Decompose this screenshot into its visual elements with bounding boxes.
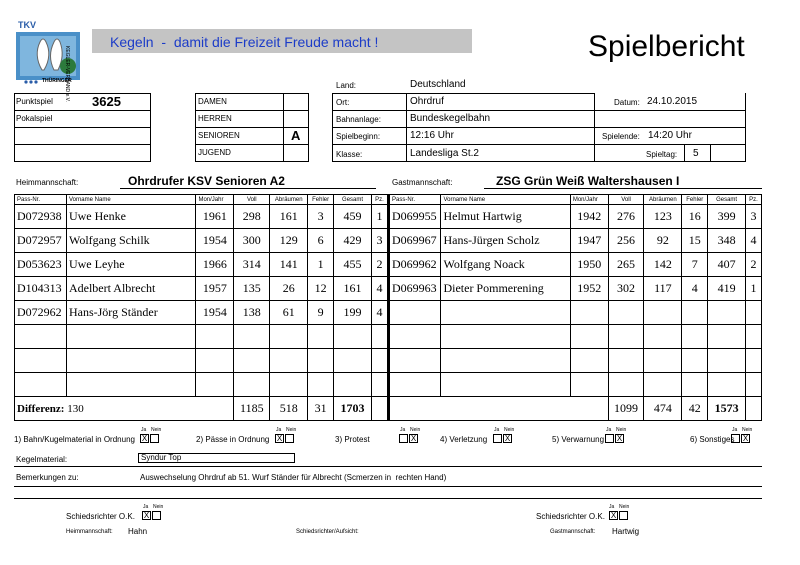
check-1-ja-label: Ja <box>141 427 147 433</box>
check-4-nein-checkbox[interactable]: X <box>504 434 511 443</box>
home-player-fehler: 6 <box>308 229 334 253</box>
check-3-nein-label: Nein <box>410 427 421 433</box>
home-player-row <box>15 205 388 229</box>
home-player-pass <box>15 373 67 397</box>
logo-abbr: TKV <box>18 20 36 30</box>
home-player-abr: 161 <box>270 205 308 229</box>
ort-value: Ohrdruf <box>410 96 444 107</box>
guest-player-fehler <box>682 301 708 325</box>
home-player-row <box>15 253 388 277</box>
heim-sign-name: Hahn <box>128 527 148 536</box>
guest-player-pz <box>746 373 762 397</box>
home-player-voll <box>234 373 270 397</box>
home-player-jahr: 1957 <box>196 277 234 301</box>
guest-player-pass <box>389 301 441 325</box>
guest-player-jahr <box>570 349 608 373</box>
guest-player-pz: 3 <box>746 205 762 229</box>
col-abr: Abräumen <box>270 195 308 205</box>
guest-player-pz: 1 <box>746 277 762 301</box>
col-pz: Pz. <box>746 195 762 205</box>
bahnanlage-value: Bundeskegelbahn <box>410 113 491 124</box>
guest-player-row <box>389 325 762 349</box>
home-player-name <box>66 325 196 349</box>
check-6-ja-checkbox[interactable] <box>731 434 740 443</box>
home-player-row <box>15 301 388 325</box>
home-player-voll: 298 <box>234 205 270 229</box>
guest-player-voll <box>608 349 644 373</box>
guest-player-name: Hans-Jürgen Scholz <box>441 229 570 253</box>
home-player-voll: 300 <box>234 229 270 253</box>
home-player-pz: 4 <box>371 277 387 301</box>
sr-home-ja: Ja <box>143 504 149 510</box>
home-player-pass: D104313 <box>15 277 67 301</box>
home-player-pass <box>15 349 67 373</box>
guest-player-voll <box>608 373 644 397</box>
guest-player-row <box>389 229 762 253</box>
gast-sign-name: Hartwig <box>612 527 640 536</box>
land-value: Deutschland <box>410 79 466 90</box>
guest-player-abr: 92 <box>644 229 682 253</box>
guest-player-voll: 302 <box>608 277 644 301</box>
guest-player-fehler: 4 <box>682 277 708 301</box>
guest-player-jahr <box>570 373 608 397</box>
home-player-pz: 1 <box>371 205 387 229</box>
col-voll: Voll <box>608 195 644 205</box>
spieltag-label: Spieltag: <box>646 150 678 159</box>
check-1-nein-checkbox[interactable] <box>150 434 159 443</box>
land-label: Land: <box>336 81 357 90</box>
home-player-pz <box>371 325 387 349</box>
guest-player-gesamt: 399 <box>708 205 746 229</box>
home-player-abr <box>270 373 308 397</box>
home-player-fehler: 12 <box>308 277 334 301</box>
check-3-ja-checkbox[interactable] <box>399 434 408 443</box>
check-4-nein-label: Nein <box>504 427 515 433</box>
guest-player-name <box>441 325 570 349</box>
sr-guest-nein: Nein <box>619 504 630 510</box>
guest-player-voll: 256 <box>608 229 644 253</box>
home-player-jahr <box>196 373 234 397</box>
guest-player-pz <box>746 325 762 349</box>
check-6-ja-label: Ja <box>732 427 738 433</box>
guest-total-abr: 474 <box>644 397 682 421</box>
home-player-voll: 314 <box>234 253 270 277</box>
col-pz: Pz. <box>371 195 387 205</box>
home-player-voll: 135 <box>234 277 270 301</box>
home-player-pass: D072957 <box>15 229 67 253</box>
guest-player-jahr: 1950 <box>570 253 608 277</box>
home-score-table <box>14 194 388 421</box>
home-player-pz <box>371 373 387 397</box>
logo-bottom-text: THÜRINGER <box>42 78 72 84</box>
col-abr: Abräumen <box>644 195 682 205</box>
home-total-voll: 1185 <box>234 397 270 421</box>
ort-label: Ort: <box>336 98 350 107</box>
guest-player-row <box>389 349 762 373</box>
sr-guest-ja-checkbox[interactable]: X <box>610 511 617 520</box>
home-player-name: Wolfgang Schilk <box>66 229 196 253</box>
home-player-gesamt <box>334 349 372 373</box>
guest-player-abr <box>644 301 682 325</box>
guest-team-name: ZSG Grün Weiß Waltershausen I <box>496 174 680 188</box>
home-player-gesamt <box>334 325 372 349</box>
home-player-pass: D072962 <box>15 301 67 325</box>
guest-player-jahr: 1942 <box>570 205 608 229</box>
home-player-row <box>15 277 388 301</box>
guest-player-row <box>389 277 762 301</box>
sr-guest-label: Schiedsrichter O.K. <box>536 512 605 521</box>
spielbeginn-value: 12:16 Uhr <box>410 130 454 141</box>
col-fehler: Fehler <box>682 195 708 205</box>
guest-player-name: Wolfgang Noack <box>441 253 570 277</box>
col-jahr: Mon/Jahr <box>196 195 234 205</box>
home-player-jahr <box>196 349 234 373</box>
check-2-nein-label: Nein <box>286 427 297 433</box>
guest-player-pass <box>389 325 441 349</box>
home-player-row <box>15 373 388 397</box>
page-title: Spielbericht <box>588 30 745 63</box>
col-name: Vorname Name <box>441 195 570 205</box>
sr-guest-nein-checkbox[interactable] <box>619 511 628 520</box>
check-label-3: 3) Protest <box>335 435 370 444</box>
guest-player-name: Dieter Pommerening <box>441 277 570 301</box>
home-player-pz: 3 <box>371 229 387 253</box>
home-totals-row <box>15 397 388 421</box>
guest-player-row <box>389 253 762 277</box>
category-jugend: JUGEND <box>198 148 231 157</box>
guest-player-abr <box>644 325 682 349</box>
check-1-nein-label: Nein <box>151 427 162 433</box>
guest-score-table <box>388 194 762 421</box>
guest-player-gesamt: 407 <box>708 253 746 277</box>
home-player-voll <box>234 325 270 349</box>
home-player-abr <box>270 325 308 349</box>
sr-guest-ja: Ja <box>609 504 615 510</box>
guest-player-pz: 2 <box>746 253 762 277</box>
home-player-jahr <box>196 325 234 349</box>
guest-player-gesamt: 419 <box>708 277 746 301</box>
col-name: Vorname Name <box>66 195 196 205</box>
home-team-label: Heimmannschaft: <box>16 178 79 187</box>
check-1-ja-checkbox[interactable]: X <box>141 434 148 443</box>
guest-player-gesamt <box>708 301 746 325</box>
guest-player-pz: 4 <box>746 229 762 253</box>
check-6-nein-checkbox[interactable]: X <box>742 434 749 443</box>
home-player-fehler <box>308 325 334 349</box>
home-player-abr: 61 <box>270 301 308 325</box>
home-player-row <box>15 229 388 253</box>
home-player-gesamt <box>334 373 372 397</box>
home-player-name: Uwe Henke <box>66 205 196 229</box>
guest-player-jahr <box>570 325 608 349</box>
home-player-voll: 138 <box>234 301 270 325</box>
guest-player-pass <box>389 373 441 397</box>
home-player-fehler: 1 <box>308 253 334 277</box>
spieltag-value: 5 <box>693 148 699 159</box>
home-player-pz: 2 <box>371 253 387 277</box>
home-player-gesamt: 459 <box>334 205 372 229</box>
guest-player-fehler: 7 <box>682 253 708 277</box>
gast-sign-label: Gastmannschaft: <box>550 529 596 535</box>
bahnanlage-label: Bahnanlage: <box>336 115 381 124</box>
home-player-jahr: 1954 <box>196 301 234 325</box>
home-player-fehler: 9 <box>308 301 334 325</box>
check-3-ja-label: Ja <box>400 427 406 433</box>
guest-player-pz <box>746 301 762 325</box>
home-player-jahr: 1954 <box>196 229 234 253</box>
kegelmaterial-value: Syndur Top <box>141 453 182 462</box>
guest-player-fehler <box>682 325 708 349</box>
home-total-gesamt: 1703 <box>334 397 372 421</box>
check-label-5: 5) Verwarnung <box>552 435 605 444</box>
guest-player-gesamt: 348 <box>708 229 746 253</box>
col-gesamt: Gesamt <box>708 195 746 205</box>
check-4-ja-label: Ja <box>494 427 500 433</box>
guest-player-pass: D069963 <box>389 277 441 301</box>
spielbeginn-label: Spielbeginn: <box>336 132 381 141</box>
check-5-ja-label: Ja <box>606 427 612 433</box>
guest-player-pass: D069962 <box>389 253 441 277</box>
guest-totals-row <box>389 397 762 421</box>
guest-team-label: Gastmannschaft: <box>392 178 453 187</box>
guest-player-name: Helmut Hartwig <box>441 205 570 229</box>
home-player-name: Adelbert Albrecht <box>66 277 196 301</box>
klasse-label: Klasse: <box>336 150 363 159</box>
home-player-gesamt: 429 <box>334 229 372 253</box>
aufsicht-label: Schiedsrichter/Aufsicht: <box>296 529 359 535</box>
category-senioren-mark: A <box>291 128 301 143</box>
spielende-value: 14:20 Uhr <box>648 130 692 141</box>
guest-player-pass <box>389 349 441 373</box>
check-5-nein-label: Nein <box>616 427 627 433</box>
col-pass: Pass-Nr. <box>15 195 67 205</box>
guest-player-abr: 123 <box>644 205 682 229</box>
guest-player-name <box>441 301 570 325</box>
category-herren: HERREN <box>198 114 232 123</box>
check-label-6: 6) Sonstiges <box>690 435 735 444</box>
home-total-abr: 518 <box>270 397 308 421</box>
col-gesamt: Gesamt <box>334 195 372 205</box>
home-player-name: Uwe Leyhe <box>66 253 196 277</box>
home-player-pass: D053623 <box>15 253 67 277</box>
home-player-name <box>66 373 196 397</box>
guest-total-gesamt: 1573 <box>708 397 746 421</box>
guest-player-abr: 142 <box>644 253 682 277</box>
guest-player-jahr: 1952 <box>570 277 608 301</box>
logo-side-text: KEGLER-VERBAND e.V. <box>64 46 70 102</box>
punktspiel-label: Punktspiel <box>16 97 53 106</box>
guest-player-pz <box>746 349 762 373</box>
klasse-value: Landesliga St.2 <box>410 148 479 159</box>
guest-player-name <box>441 373 570 397</box>
guest-player-fehler <box>682 373 708 397</box>
check-5-ja-checkbox[interactable] <box>605 434 614 443</box>
check-label-2: 2) Pässe in Ordnung <box>196 435 270 444</box>
guest-player-row <box>389 205 762 229</box>
guest-header-row <box>389 195 762 205</box>
col-fehler: Fehler <box>308 195 334 205</box>
home-player-fehler <box>308 349 334 373</box>
guest-player-row <box>389 301 762 325</box>
kegelmaterial-label: Kegelmaterial: <box>16 455 68 464</box>
home-player-name: Hans-Jörg Ständer <box>66 301 196 325</box>
guest-total-voll: 1099 <box>608 397 644 421</box>
home-player-jahr: 1961 <box>196 205 234 229</box>
home-player-pass <box>15 325 67 349</box>
home-player-row <box>15 349 388 373</box>
bemerkungen-value: Auswechselung Ohrdruf ab 51. Wurf Ständer für Albrecht (Scmerzen in rechten Hand) <box>140 473 447 482</box>
check-label-4: 4) Verletzung <box>440 435 488 444</box>
category-damen: DAMEN <box>198 97 227 106</box>
home-player-pz: 4 <box>371 301 387 325</box>
guest-player-gesamt <box>708 349 746 373</box>
check-2-ja-checkbox[interactable]: X <box>276 434 283 443</box>
sr-home-label: Schiedsrichter O.K. <box>66 512 135 521</box>
guest-player-abr: 117 <box>644 277 682 301</box>
check-2-nein-checkbox[interactable] <box>285 434 294 443</box>
guest-player-voll <box>608 325 644 349</box>
home-header-row <box>15 195 388 205</box>
home-player-voll <box>234 349 270 373</box>
home-team-name: Ohrdrufer KSV Senioren A2 <box>128 174 285 188</box>
guest-player-abr <box>644 349 682 373</box>
pokalspiel-label: Pokalspiel <box>16 114 53 123</box>
guest-player-voll <box>608 301 644 325</box>
guest-player-abr <box>644 373 682 397</box>
sr-home-nein-checkbox[interactable] <box>152 511 161 520</box>
differenz-value: 130 <box>67 402 84 415</box>
guest-total-fehler: 42 <box>682 397 708 421</box>
sr-home-ja-checkbox[interactable]: X <box>143 511 150 520</box>
spielende-label: Spielende: <box>602 132 640 141</box>
slogan-text: Kegeln - damit die Freizeit Freude macht ! <box>110 34 379 50</box>
guest-player-fehler: 15 <box>682 229 708 253</box>
home-player-pass: D072938 <box>15 205 67 229</box>
guest-player-name <box>441 349 570 373</box>
home-player-fehler <box>308 373 334 397</box>
differenz-label: Differenz: <box>17 402 65 415</box>
check-6-nein-label: Nein <box>742 427 753 433</box>
datum-label: Datum: <box>614 98 640 107</box>
check-5-nein-checkbox[interactable]: X <box>616 434 623 443</box>
home-player-abr: 141 <box>270 253 308 277</box>
guest-player-jahr <box>570 301 608 325</box>
guest-player-gesamt <box>708 373 746 397</box>
guest-player-voll: 276 <box>608 205 644 229</box>
guest-player-jahr: 1947 <box>570 229 608 253</box>
sr-home-nein: Nein <box>153 504 164 510</box>
home-player-abr: 129 <box>270 229 308 253</box>
home-player-abr: 26 <box>270 277 308 301</box>
home-player-gesamt: 455 <box>334 253 372 277</box>
home-player-fehler: 3 <box>308 205 334 229</box>
home-player-gesamt: 161 <box>334 277 372 301</box>
home-player-row <box>15 325 388 349</box>
check-4-ja-checkbox[interactable] <box>493 434 502 443</box>
heim-sign-label: Heimmannschaft: <box>66 529 113 535</box>
check-label-1: 1) Bahn/Kugelmaterial in Ordnung <box>14 435 135 444</box>
guest-player-row <box>389 373 762 397</box>
home-player-pz <box>371 349 387 373</box>
col-pass: Pass-Nr. <box>389 195 441 205</box>
punktspiel-value: 3625 <box>92 94 121 109</box>
home-total-fehler: 31 <box>308 397 334 421</box>
bemerkungen-label: Bemerkungen zu: <box>16 473 79 482</box>
guest-player-fehler: 16 <box>682 205 708 229</box>
col-jahr: Mon/Jahr <box>570 195 608 205</box>
home-player-abr <box>270 349 308 373</box>
category-senioren: SENIOREN <box>198 131 240 140</box>
guest-player-voll: 265 <box>608 253 644 277</box>
home-player-jahr: 1966 <box>196 253 234 277</box>
guest-player-gesamt <box>708 325 746 349</box>
guest-player-fehler <box>682 349 708 373</box>
home-player-gesamt: 199 <box>334 301 372 325</box>
check-3-nein-checkbox[interactable]: X <box>410 434 417 443</box>
guest-player-pass: D069955 <box>389 205 441 229</box>
datum-value: 24.10.2015 <box>647 96 698 107</box>
guest-player-pass: D069967 <box>389 229 441 253</box>
home-player-name <box>66 349 196 373</box>
check-2-ja-label: Ja <box>276 427 282 433</box>
col-voll: Voll <box>234 195 270 205</box>
